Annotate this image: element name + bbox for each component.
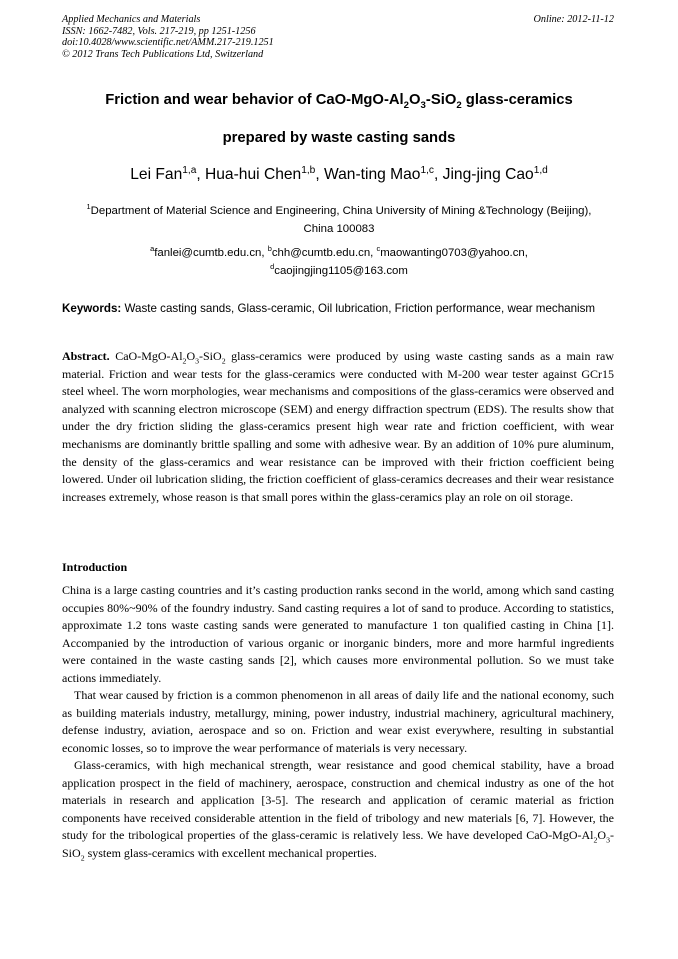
author-name: Hua-hui Chen <box>205 166 302 183</box>
formula-subscript: 3 <box>606 835 610 845</box>
paper-title-line-2: prepared by waste casting sands <box>222 130 456 146</box>
author-name: Lei Fan <box>130 166 183 183</box>
formula-part: -SiO <box>62 828 614 860</box>
section-heading-introduction: Introduction <box>62 560 128 574</box>
formula-subscript: 2 <box>80 852 85 862</box>
formula-part: O <box>186 349 196 363</box>
intro-paragraph-1: China is a large casting countries and it’s casting production ranks second in the world, among which sand casting occupies 80%~90% of the foundry industry. Sand casting requires a lot of sand to produce. According to statistics, approximate 1.2 tons waste casting sands were generated to manufacture 1 ton qualified casting in China [1]. Accompanied by the introduction of various organic or inorganic binders, more and more harmful ingredients were contained in the waste casting sands [2], which causes more environmental pollution. So we must take actions immediately. <box>62 583 614 685</box>
author-sup: 1,a <box>182 164 197 176</box>
formula-subscript: 2 <box>593 835 598 845</box>
formula-part: CaO-MgO-Al <box>109 349 183 363</box>
title-subscript: 2 <box>403 99 410 111</box>
title-part: glass-ceramics <box>461 92 573 108</box>
abstract-label: Abstract. <box>62 349 110 363</box>
author-name: Jing-jing Cao <box>442 166 534 183</box>
email-sup: d <box>270 262 275 272</box>
affiliation <box>40 202 638 238</box>
email-sup: c <box>376 244 381 254</box>
abstract <box>62 348 614 506</box>
introduction-body <box>62 582 614 862</box>
formula-part: O <box>597 828 607 842</box>
journal-header <box>62 14 274 60</box>
paragraph-text: Glass-ceramics, with high mechanical strength, wear resistance and good chemical stability, have a broad application prospect in the field of machinery, aerospace, construction and chemical industry as one of the hot materials in research and application [3-5]. The research and application of ceramic material as friction components have received considerable attention in the field of tribology and new materials [6, 7]. However, the study for the tribological properties of the glass-ceramic is relatively less. We have developed CaO-MgO-Al <box>62 758 614 842</box>
issn-line: ISSN: 1662-7482, Vols. 217-219, pp 1251-1256 <box>62 25 256 37</box>
author-name: Wan-ting Mao <box>323 166 421 183</box>
affiliation-line-1: Department of Material Science and Engineering, China University of Mining &Technology (Beijing), <box>90 205 592 217</box>
abstract-text: glass-ceramics were produced by using waste casting sands as a main raw material. Friction and wear tests for the glass-ceramics were conducted with M-200 wear tester against GCr15 steel wheel. The worn morphologies, wear mechanisms and compositions of the glass-ceramics were observed and analyzed with scanning electron microscope (SEM) and energy diffraction spectrum (EDS). The results show that under the dry friction sliding the glass-ceramics present high wear rate and friction coefficient, with wear mechanisms are dominantly brittle spalling and some with adhesive wear. By an addition of 10% pure aluminum, the density of the glass-ceramics and wear resistance can be improved with their friction coefficient being lowered. Under oil lubrication sliding, the friction coefficient of glass-ceramics decreases and their wear resistance increases extremely, whose reason is that small pores within the glass-ceramics play an role on oil storage. <box>62 349 614 504</box>
author-sup: 1,b <box>301 164 316 176</box>
email-sup: a <box>150 244 155 254</box>
title-part: Friction and wear behavior of CaO-MgO-Al <box>105 92 404 108</box>
author-sup: 1,d <box>533 164 548 176</box>
email-link[interactable]: chh@cumtb.edu.cn, <box>271 247 377 259</box>
email-link[interactable]: fanlei@cumtb.edu.cn, <box>154 247 268 259</box>
author-sup: 1,c <box>420 164 434 176</box>
doi-line: doi:10.4028/www.scientific.net/AMM.217-219.1251 <box>62 37 274 49</box>
keywords-label: Keywords: <box>62 302 122 315</box>
affiliation-sup: 1 <box>86 202 91 212</box>
formula-subscript: 2 <box>182 356 187 366</box>
author-emails <box>40 244 638 280</box>
affiliation-line-2: China 100083 <box>303 223 375 235</box>
copyright-line: © 2012 Trans Tech Publications Ltd, Switzerland <box>62 48 264 60</box>
formula-subscript: 3 <box>195 356 200 366</box>
title-part: -SiO <box>425 92 457 108</box>
title-part: O <box>409 92 421 108</box>
keywords <box>62 300 614 318</box>
online-date: Online: 2012-11-12 <box>533 14 614 25</box>
email-link[interactable]: maowanting0703@yahoo.cn, <box>380 247 528 259</box>
intro-paragraph-2: That wear caused by friction is a common phenomenon in all areas of daily life and the national economy, such as building materials industry, metallurgy, mining, power industry, industrial machinery, agricultural machinery, defense industry, aviation, aerospace and so on. Friction and wear exist everywhere, resulting in substantial economic losses, so to improve the wear performance of materials is very necessary. <box>62 688 614 755</box>
keywords-text: Waste casting sands, Glass-ceramic, Oil lubrication, Friction performance, wear mechanism <box>121 302 596 315</box>
author-list: Lei Fan$^{1,a}$, Hua-hui Chen$^{1,b}$, Wan-ting Mao$^{1,c}$, Jing-jing Cao$^{1,d}$ <box>130 164 548 183</box>
formula-subscript: 2 <box>221 356 226 366</box>
journal-name: Applied Mechanics and Materials <box>62 14 201 25</box>
title-subscript: 2 <box>456 99 462 111</box>
paragraph-text: system glass-ceramics with excellent mechanical properties. <box>84 845 377 860</box>
intro-paragraph-3 <box>62 757 614 862</box>
email-link[interactable]: caojingjing1105@163.com <box>274 265 408 277</box>
title-subscript: 3 <box>420 99 426 111</box>
formula-part: -SiO <box>199 349 222 363</box>
email-sup: b <box>267 244 272 254</box>
paper-title-line-1 <box>40 92 638 111</box>
